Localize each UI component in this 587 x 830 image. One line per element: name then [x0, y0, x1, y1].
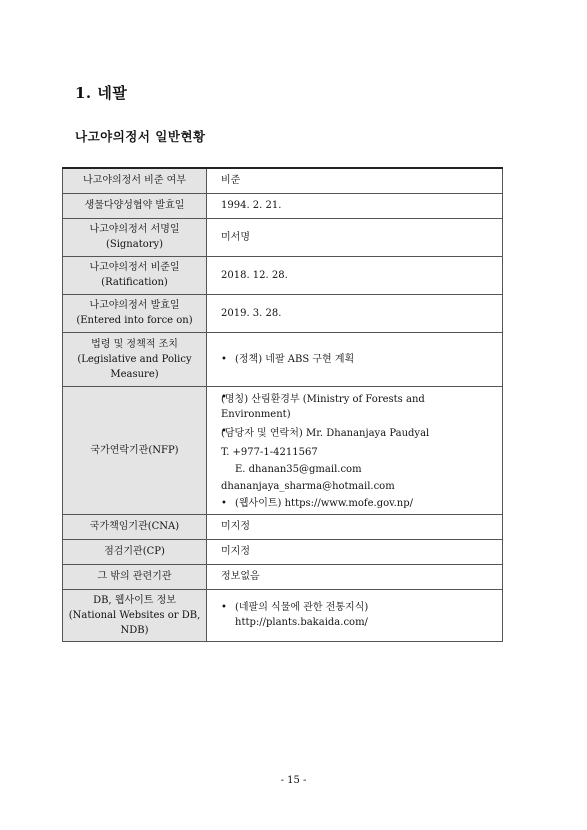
row-label: 나고야의정서 서명일 (Signatory): [63, 218, 207, 256]
row-value: 2019. 3. 28.: [207, 294, 503, 332]
row-label: DB, 웹사이트 정보 (National Websites or DB, NDB): [63, 589, 207, 641]
row-label: 나고야의정서 비준 여부: [63, 168, 207, 193]
row-label: 국가책임기관(CNA): [63, 514, 207, 539]
bullet-item: • (명칭) 산림환경부 (Ministry of Forests and Environment): [221, 390, 494, 424]
row-value: 비준: [207, 168, 503, 193]
row-label: 그 밖의 관련기관: [63, 564, 207, 589]
row-label: 법령 및 정책적 조치 (Legislative and Policy Measure): [63, 332, 207, 386]
row-value: 1994. 2. 21.: [207, 193, 503, 218]
bullet-item: • (네팔의 식물에 관한 전통지식) http://plants.bakaida.com/: [221, 600, 494, 630]
table-row: [63, 386, 503, 514]
contact-phone: T. +977-1-4211567: [221, 446, 318, 458]
table-row: [63, 332, 503, 386]
table-row: [63, 539, 503, 564]
row-label: 나고야의정서 발효일 (Entered into force on): [63, 294, 207, 332]
bullet-item: • (담당자 및 연락처) Mr. Dhananjaya Paudyal: [221, 424, 494, 443]
section-heading: 1. 네팔: [75, 84, 128, 102]
table-title: 나고야의정서 일반현황: [75, 129, 206, 144]
bullet-item: • (정책) 네팔 ABS 구현 계획: [221, 352, 494, 367]
table-row: [63, 256, 503, 294]
table-row: [63, 514, 503, 539]
bullet-item: • (웹사이트) https://www.mofe.gov.np/: [221, 496, 494, 511]
row-label: 국가연락기관(NFP): [63, 386, 207, 514]
nagoya-protocol-status-table: [62, 167, 503, 642]
row-value: 정보없음: [207, 564, 503, 589]
row-value: 미지정: [207, 514, 503, 539]
table-row: [63, 193, 503, 218]
table-row: [63, 218, 503, 256]
contact-email-alt: dhananjaya_sharma@hotmail.com: [221, 480, 395, 492]
row-label: 점검기관(CP): [63, 539, 207, 564]
row-value: 2018. 12. 28.: [207, 256, 503, 294]
row-label: 생물다양성협약 발효일: [63, 193, 207, 218]
table-row: [63, 564, 503, 589]
row-value: 미지정: [207, 539, 503, 564]
table-row: [63, 168, 503, 193]
row-value: [207, 386, 503, 514]
row-value: [207, 589, 503, 641]
table-row: [63, 294, 503, 332]
row-value: 미서명: [207, 218, 503, 256]
page-number: - 15 -: [280, 775, 307, 786]
row-label: 나고야의정서 비준일 (Ratification): [63, 256, 207, 294]
contact-email: E. dhanan35@gmail.com: [235, 463, 362, 475]
table-row: [63, 589, 503, 641]
row-value: [207, 332, 503, 386]
